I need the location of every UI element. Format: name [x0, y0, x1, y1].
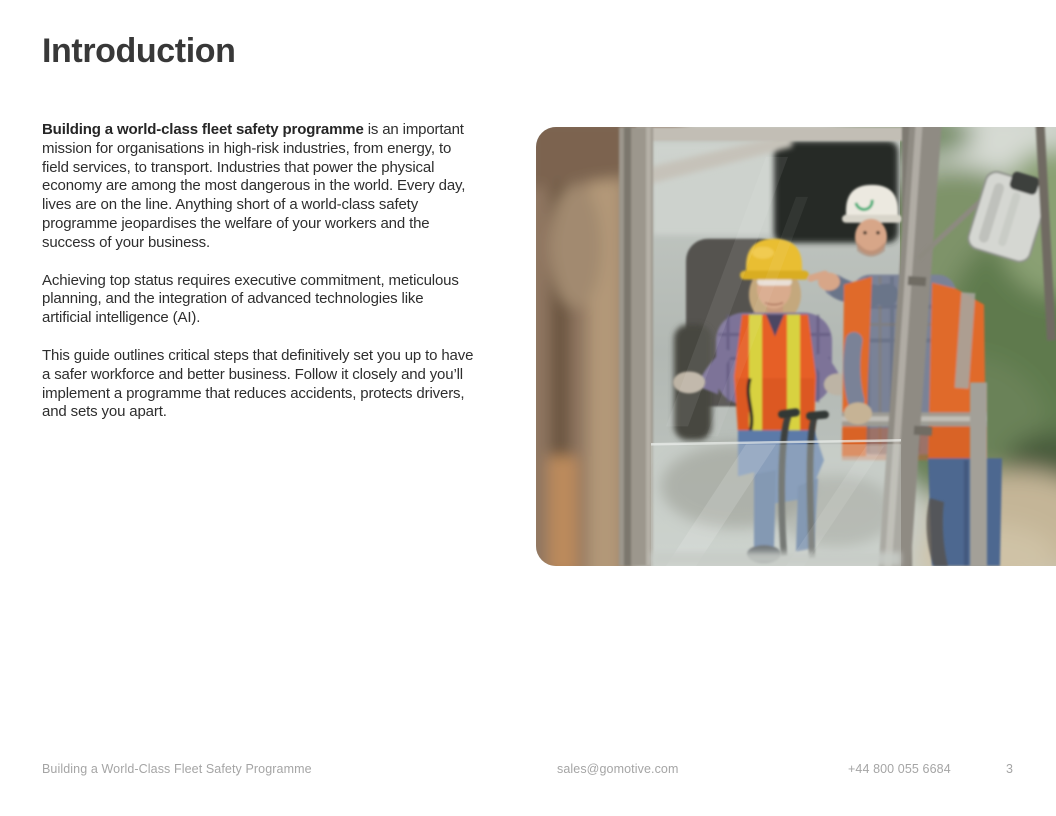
bold-lead: Building a world-class fleet safety programme [42, 121, 364, 138]
paragraph-2: Achieving top status requires executive commitment, meticulous planning, and the integration of advanced technologies like artificial intelligence (AI). [42, 271, 459, 327]
footer-page-number: 3 [1005, 762, 1013, 776]
paragraph-3: This guide outlines critical steps that definitively set you up to have a safer workforce and better business. Follow it closely and you’ll implement a programme that reduces accidents, protects drivers, and sets you apart. [42, 346, 474, 421]
excavator-scene-illustration [536, 127, 1056, 566]
footer-document-title: Building a World-Class Fleet Safety Programme [42, 762, 312, 776]
footer-phone: +44 800 055 6684 [848, 762, 951, 776]
page-footer [0, 762, 1056, 780]
hero-photo [536, 127, 1056, 566]
paragraph-1-rest: is an important mission for organisations in high-risk industries, from energy, to field services, to transport. Industries that power the physical economy are among the most dangerous in the world. Every day, lives are on the line. Anything short of a world-class safety programme jeopardises the welfare of your workers and the success of your business. [42, 121, 466, 251]
page-title: Introduction [42, 32, 236, 70]
intro-text [42, 121, 476, 441]
footer-email: sales@gomotive.com [557, 762, 679, 776]
lower-windshield-glass [651, 440, 901, 566]
paragraph-1 [42, 121, 476, 253]
